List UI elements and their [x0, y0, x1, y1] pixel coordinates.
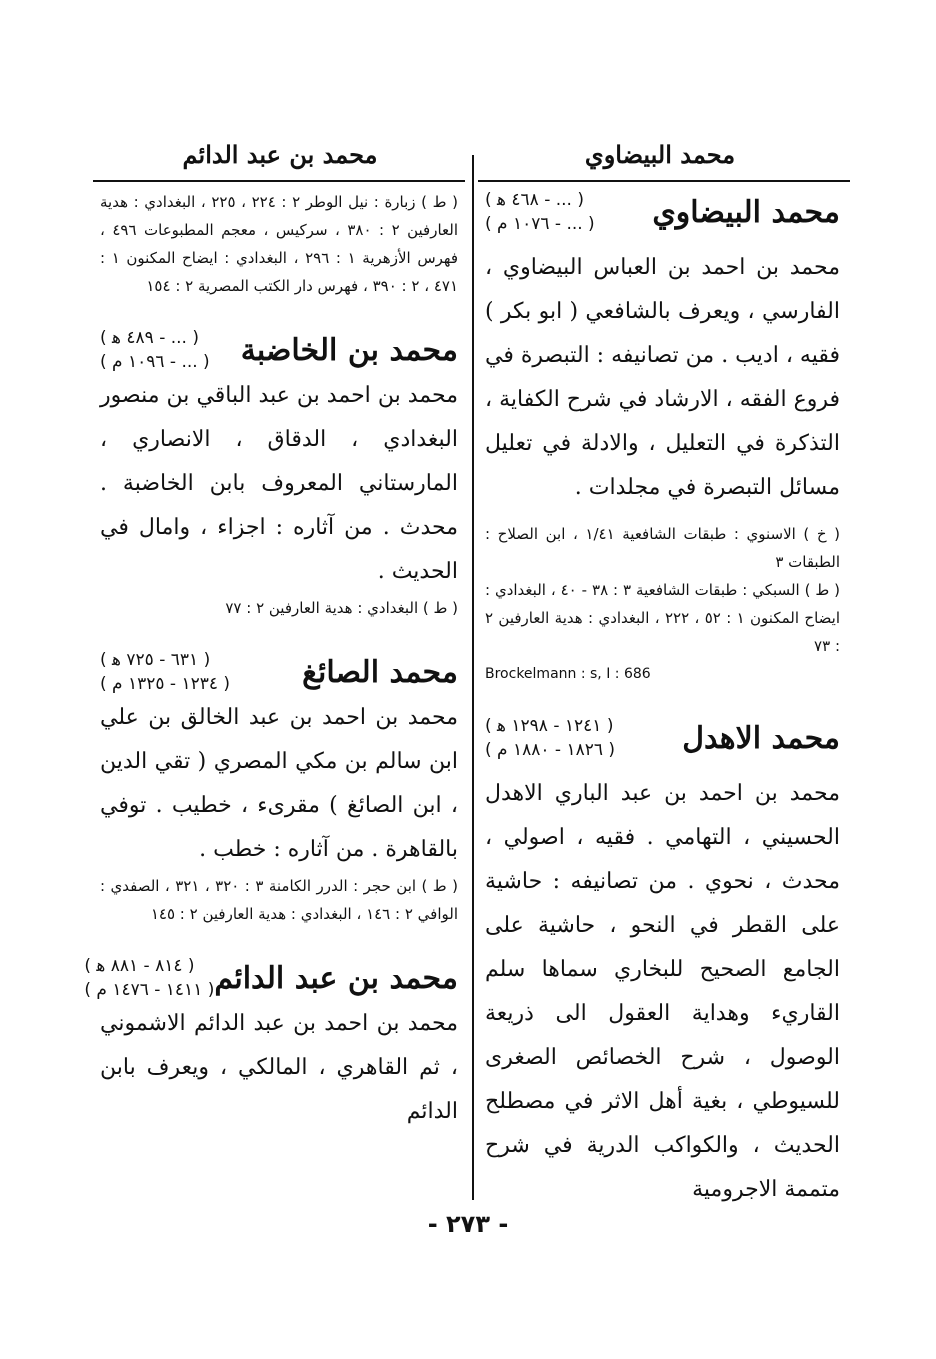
entry-references: ( ط ) السبكي : طبقات الشافعية ٣ : ٣٨ - ٤٠ ، البغدادي : ايضاح المكنون ١ : ٥٢ ، ٢٢٢ ، البغدادي : هدية العارفين ٢ : ٧٣ — [485, 581, 841, 655]
entry-references: ( خ ) الاسنوي : طبقات الشافعية ١/٤١ ، ابن الصلاح : الطبقات ٣ — [485, 525, 840, 571]
entry-dates — [84, 954, 214, 1002]
left-column — [84, 188, 459, 1134]
entry-header-saigh — [100, 648, 458, 696]
entry-references: ( ط ) ابن حجر : الدرر الكامنة ٣ : ٣٢٠ ، ٣٢١ ، الصفدي : الوافي ٢ : ١٤٦ ، البغدادي : هدية العارفين ٢ : ١٤٥ — [100, 877, 458, 923]
running-header-right: محمد البيضاوي — [584, 140, 736, 169]
entry-header-khadiba — [100, 326, 458, 374]
entry-body: محمد بن احمد بن عبد الدائم الاشموني ، ثم القاهري ، المالكي ، ويعرف بابن الدائم — [100, 1011, 458, 1124]
date-gregorian: ( ١٢٣٤ - ١٣٢٥ م ) — [100, 674, 231, 694]
date-hijri: ( ١٢٤١ - ١٢٩٨ ﻫ ) — [485, 716, 614, 736]
entry-name: محمد بن الخاضبة — [240, 332, 458, 368]
date-hijri: ( ... - ٤٦٨ ﻫ ) — [485, 190, 585, 210]
entry-references: ( ط ) البغدادي : هدية العارفين ٢ : ٧٧ — [225, 599, 458, 617]
date-hijri: ( ٨١٤ - ٨٨١ ﻫ ) — [84, 956, 195, 976]
entry-dates — [485, 188, 595, 236]
entry-header-abd-al-daim — [84, 954, 458, 1002]
entry-body: محمد بن احمد بن عبد الباقي بن منصور البغدادي ، الدقاق ، الانصاري ، المارستاني المعروف بابن الخاضبة . محدث . من آثاره : اجزاء ، وامال في الحديث . — [100, 383, 458, 584]
entry-name: محمد الصائغ — [302, 654, 458, 690]
date-gregorian: ( ... - ١٠٩٦ م ) — [100, 352, 210, 372]
entry-name: محمد بن عبد الدائم — [214, 960, 458, 996]
header-rule-right — [478, 180, 850, 182]
date-hijri: ( ٦٣١ - ٧٢٥ ﻫ ) — [100, 650, 211, 670]
entry-header-baydawi — [485, 188, 840, 236]
entry-dates — [485, 714, 615, 762]
entry-header-ahdal — [485, 714, 840, 762]
latin-reference: Brockelmann : s, I : 686 — [485, 666, 651, 682]
entry-dates — [100, 326, 210, 374]
running-header-left: محمد بن عبد الدائم — [182, 140, 378, 169]
entry-body: محمد بن احمد بن العباس البيضاوي ، الفارسي ، ويعرف بالشافعي ( ابو بكر ) فقيه ، اديب . من تصانيفه : التبصرة في فروع الفقه ، الارشاد في شرح الكفاية ، التذكرة في التعليل ، والادلة في تعليل مسائل التبصرة في مجلدات . — [485, 255, 840, 500]
entry-dates — [100, 648, 230, 696]
date-gregorian: ( ... - ١٠٧٦ م ) — [485, 214, 595, 234]
header-rule-left — [93, 180, 465, 182]
right-column — [485, 188, 840, 1212]
date-hijri: ( ... - ٤٨٩ ﻫ ) — [100, 328, 200, 348]
entry-body: محمد بن احمد بن عبد الباري الاهدل الحسيني ، التهامي . فقيه ، اصولي ، محدث ، نحوي . من تصانيفه : حاشية على القطر في النحو ، حاشية على الجامع الصحيح للبخاري سماها سلم القاريء وهداية العقول الى ذريعة الوصول ، شرح الخصائص الصغرى للسيوطي ، بغية أهل الاثر في مصطلح الحديث ، والكواكب الدرية في شرح متممة الاجرومية — [485, 781, 840, 1202]
entry-name: محمد البيضاوي — [652, 194, 840, 230]
entry-name: محمد الاهدل — [682, 720, 840, 756]
date-gregorian: ( ١٨٢٦ - ١٨٨٠ م ) — [485, 740, 616, 760]
column-divider — [472, 155, 474, 1200]
entry-body: محمد بن احمد بن عبد الخالق بن علي ابن سالم بن مكي المصري ( تقي الدين ، ابن الصائغ ) مقرىء ، خطيب . توفي بالقاهرة . من آثاره : خطب . — [100, 705, 458, 862]
page-number: - ٢٧٣ - — [427, 1210, 509, 1238]
date-gregorian: ( ١٤١١ - ١٤٧٦ م ) — [84, 980, 215, 1000]
continued-references: ( ط ) زبارة : نيل الوطر ٢ : ٢٢٤ ، ٢٢٥ ، البغدادي : هدية العارفين ٢ : ٣٨٠ ، سركيس ، معجم المطبوعات ٤٩٦ ، فهرس الأزهرية ١ : ٢٩٦ ، البغدادي : ايضاح المكنون ١ : ٤٧١ ، ٢ : ٣٩٠ ، فهرس دار الكتب المصرية ٢ : ١٥٤ — [100, 193, 459, 295]
